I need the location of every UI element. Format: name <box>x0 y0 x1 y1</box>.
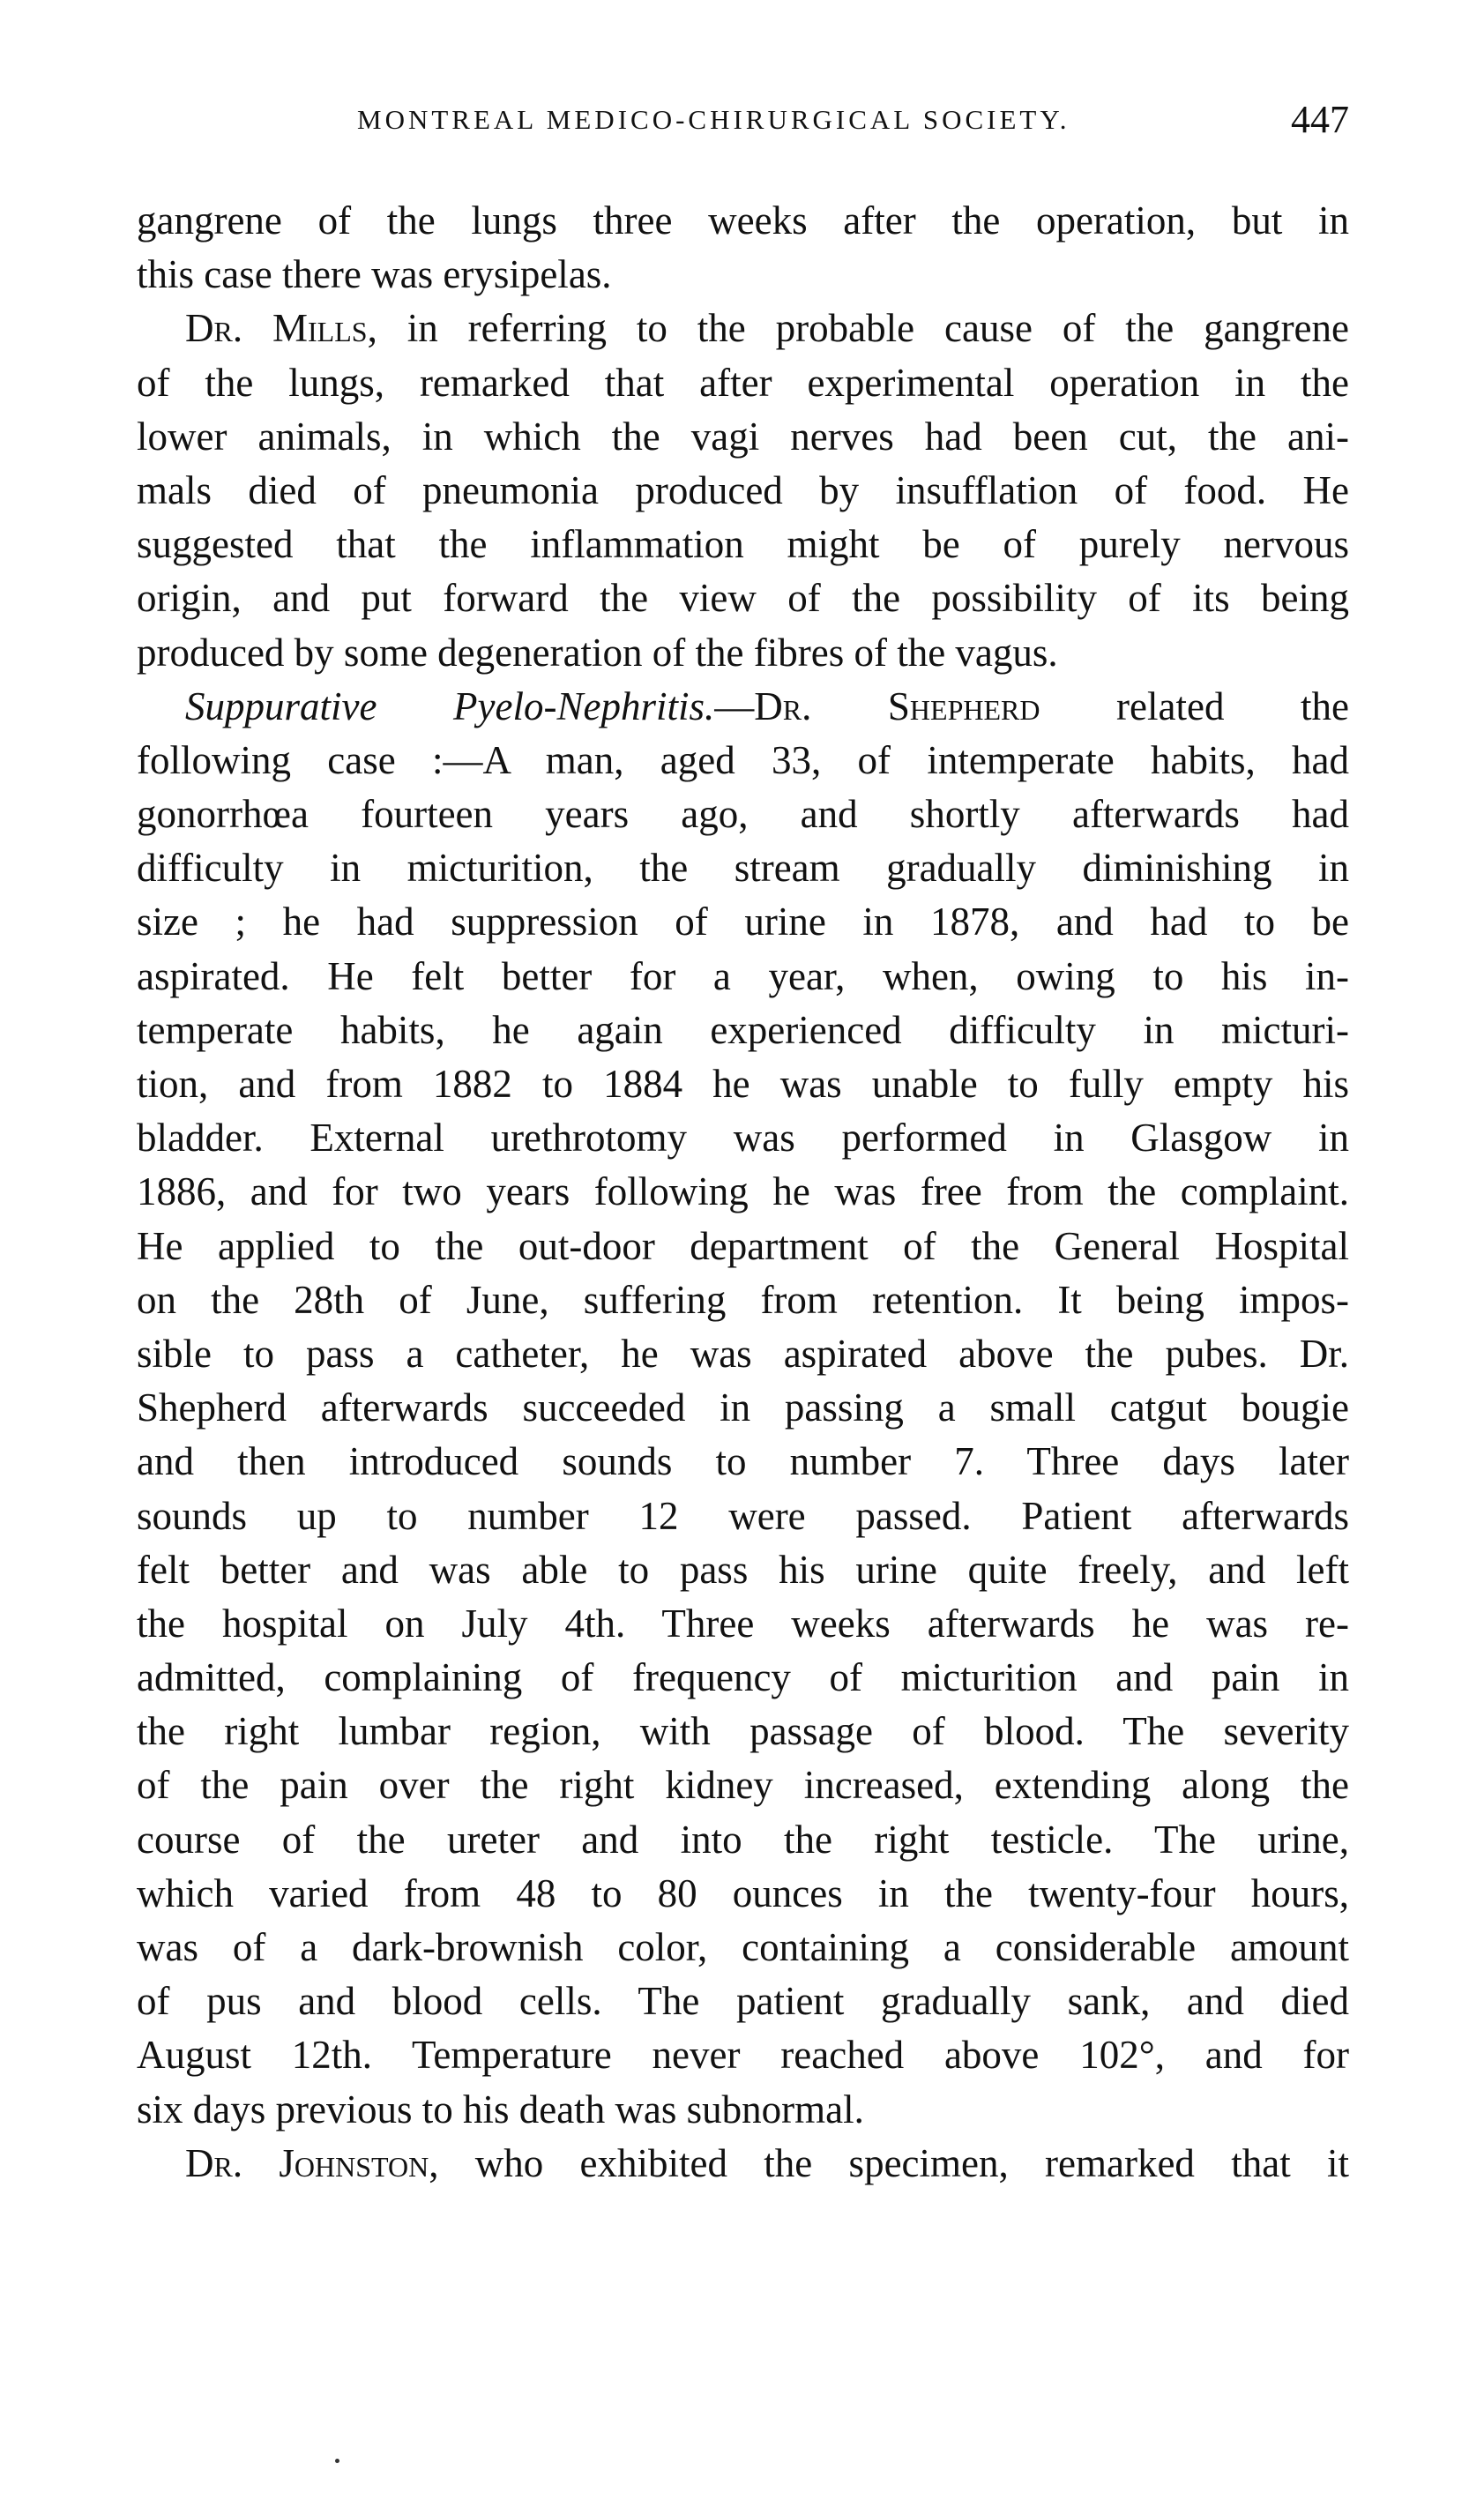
text-line <box>137 1004 1349 1057</box>
text-line <box>137 950 1349 1004</box>
text-line <box>137 1543 1349 1597</box>
text-line <box>137 1220 1349 1273</box>
text-run: Shepherd afterwards succeeded in passing a small catgut bougie <box>137 1385 1349 1430</box>
text-line <box>137 1165 1349 1219</box>
small-caps-run: Dr. Johnston <box>185 2140 429 2185</box>
text-line <box>137 1597 1349 1651</box>
text-line <box>137 302 1349 355</box>
text-run: origin, and put forward the view of the possibility of its being <box>137 576 1349 621</box>
text-run: 1886, and for two years following he was free from the complaint. <box>137 1169 1349 1214</box>
text-run: following case :—A man, aged 33, of intemperate habits, had <box>137 737 1349 782</box>
text-run: produced by some degeneration of the fibres of the vagus. <box>137 630 1058 675</box>
text-line <box>137 1705 1349 1758</box>
text-run: — <box>714 683 755 728</box>
text-run: size ; he had suppression of urine in 1878, and had to be <box>137 900 1349 944</box>
text-run: sounds up to number 12 were passed. Patient afterwards <box>137 1493 1349 1538</box>
text-line <box>137 2083 1349 2137</box>
text-run: on the 28th of June, suffering from retention. It being impos- <box>137 1277 1349 1322</box>
text-line <box>137 2137 1349 2191</box>
text-run: course of the ureter and into the right testicle. The urine, <box>137 1817 1349 1862</box>
text-run: admitted, complaining of frequency of micturition and pain in <box>137 1655 1349 1700</box>
text-run: tion, and from 1882 to 1884 he was unable to fully empty his <box>137 1062 1349 1106</box>
text-line <box>137 734 1349 788</box>
text-run: related the <box>1040 683 1349 728</box>
small-caps-run: Dr. Shepherd <box>754 683 1040 728</box>
text-line <box>137 1111 1349 1165</box>
text-run: bladder. External urethrotomy was performed in Glasgow in <box>137 1116 1349 1161</box>
body-text <box>137 194 1349 2191</box>
text-line <box>137 1921 1349 1975</box>
text-line <box>137 1273 1349 1327</box>
text-run: the right lumbar region, with passage of blood. The severity <box>137 1709 1349 1754</box>
text-line <box>137 1489 1349 1543</box>
text-run: felt better and was able to pass his urine quite freely, and left <box>137 1547 1349 1592</box>
text-line <box>137 571 1349 625</box>
text-run: sible to pass a catheter, he was aspirated above the pubes. Dr. <box>137 1331 1349 1376</box>
text-line <box>137 464 1349 518</box>
text-line <box>137 1651 1349 1705</box>
text-run: aspirated. He felt better for a year, when, owing to his in- <box>137 953 1349 998</box>
text-run: of the pain over the right kidney increased, extending along the <box>137 1763 1349 1808</box>
text-run: mals died of pneumonia produced by insufflation of food. He <box>137 467 1349 512</box>
text-run: temperate habits, he again experienced difficulty in micturi- <box>137 1007 1349 1052</box>
text-run: of pus and blood cells. The patient gradually sank, and died <box>137 1979 1349 2024</box>
running-head: MONTREAL MEDICO-CHIRURGICAL SOCIETY. <box>357 104 1070 135</box>
text-line <box>137 680 1349 734</box>
page-header <box>137 95 1349 148</box>
text-line <box>137 626 1349 680</box>
text-line <box>137 895 1349 949</box>
text-line <box>137 356 1349 410</box>
text-line <box>137 518 1349 571</box>
text-line <box>137 788 1349 841</box>
text-line <box>137 1327 1349 1381</box>
text-run: difficulty in micturition, the stream gradually diminishing in <box>137 846 1349 891</box>
text-run: , who exhibited the specimen, remarked that it <box>429 2140 1349 2185</box>
text-line <box>137 1867 1349 1921</box>
text-run: suggested that the inflammation might be of purely nervous <box>137 522 1349 567</box>
text-run: August 12th. Temperature never reached above 102°, and for <box>137 2033 1349 2078</box>
text-run: , in referring to the probable cause of the gangrene <box>367 306 1349 351</box>
text-run: gangrene of the lungs three weeks after the operation, but in <box>137 198 1349 243</box>
text-line <box>137 1381 1349 1435</box>
text-line <box>137 248 1349 302</box>
text-line <box>137 841 1349 895</box>
text-run: gonorrhœa fourteen years ago, and shortly afterwards had <box>137 792 1349 837</box>
text-line <box>137 1435 1349 1489</box>
text-run: of the lungs, remarked that after experimental operation in the <box>137 360 1349 405</box>
text-run: which varied from 48 to 80 ounces in the twenty-four hours, <box>137 1870 1349 1915</box>
text-line <box>137 194 1349 248</box>
text-line <box>137 1057 1349 1111</box>
text-line <box>137 1813 1349 1867</box>
text-run: and then introduced sounds to number 7. Three days later <box>137 1439 1349 1484</box>
page-number: 447 <box>1291 98 1349 141</box>
text-run: was of a dark-brownish color, containing a considerable amount <box>137 1925 1349 1969</box>
text-run: the hospital on July 4th. Three weeks afterwards he was re- <box>137 1601 1349 1646</box>
text-run: He applied to the out-door department of the General Hospital <box>137 1223 1349 1268</box>
text-run: this case there was erysipelas. <box>137 252 612 297</box>
italic-run: Suppurative Pyelo-Nephritis. <box>185 683 715 728</box>
text-run: lower animals, in which the vagi nerves had been cut, the ani- <box>137 414 1349 459</box>
ink-speck <box>335 2459 339 2463</box>
small-caps-run: Dr. Mills <box>185 306 368 351</box>
text-run: six days previous to his death was subnormal. <box>137 2087 864 2132</box>
text-line <box>137 2028 1349 2082</box>
text-line <box>137 1758 1349 1812</box>
text-line <box>137 1975 1349 2028</box>
text-line <box>137 410 1349 464</box>
